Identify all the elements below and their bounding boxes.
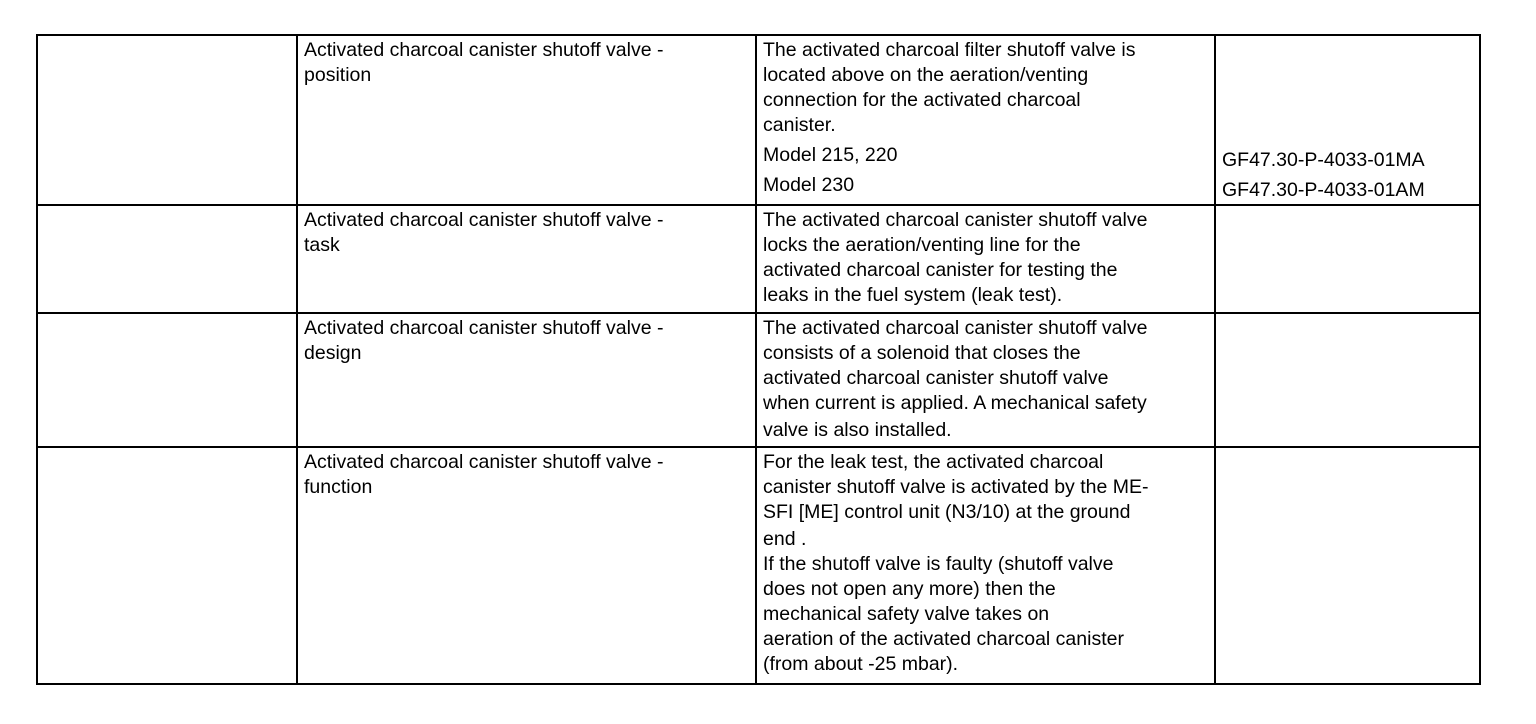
description-line: located above on the aeration/venting	[763, 64, 1089, 86]
topic-line: task	[304, 234, 340, 256]
topic-line: Activated charcoal canister shutoff valve -	[304, 451, 664, 473]
empty-cell	[37, 313, 297, 447]
description-line: (from about -25 mbar).	[763, 653, 959, 675]
topic-cell	[297, 35, 756, 205]
description-cell	[756, 313, 1215, 447]
table-row-design	[37, 313, 1480, 447]
description-line: consists of a solenoid that closes the	[763, 342, 1081, 364]
description-line: when current is applied. A mechanical safety	[763, 392, 1147, 414]
description-line: The activated charcoal filter shutoff valve is	[763, 39, 1136, 61]
description-line: valve is also installed.	[763, 419, 952, 441]
empty-cell	[37, 35, 297, 205]
description-cell	[756, 447, 1215, 684]
empty-cell	[37, 447, 297, 684]
topic-cell	[297, 205, 756, 313]
topic-line: design	[304, 342, 362, 364]
description-line: aeration of the activated charcoal canister	[763, 628, 1124, 650]
topic-cell	[297, 447, 756, 684]
description-line: If the shutoff valve is faulty (shutoff valve	[763, 553, 1114, 575]
model-line: Model 230	[763, 174, 855, 196]
description-line: activated charcoal canister shutoff valve	[763, 367, 1109, 389]
description-line: canister shutoff valve is activated by the ME-	[763, 476, 1149, 498]
description-line: SFI [ME] control unit (N3/10) at the ground	[763, 501, 1131, 523]
description-cell	[756, 35, 1215, 205]
reference-cell	[1215, 313, 1480, 447]
description-line: connection for the activated charcoal	[763, 89, 1081, 111]
description-line: For the leak test, the activated charcoal	[763, 451, 1104, 473]
description-line: end .	[763, 528, 807, 550]
topic-line: Activated charcoal canister shutoff valve -	[304, 209, 664, 231]
description-line: activated charcoal canister for testing the	[763, 259, 1118, 281]
topic-line: function	[304, 476, 373, 498]
empty-cell	[37, 205, 297, 313]
table-row-task	[37, 205, 1480, 313]
model-line: Model 215, 220	[763, 144, 898, 166]
table-row-position	[37, 35, 1480, 205]
description-line: canister.	[763, 114, 836, 136]
reference-cell	[1215, 447, 1480, 684]
reference-cell	[1215, 35, 1480, 205]
description-line: The activated charcoal canister shutoff valve	[763, 209, 1148, 231]
description-line: The activated charcoal canister shutoff valve	[763, 317, 1148, 339]
reference-link[interactable]: GF47.30-P-4033-01MA	[1222, 149, 1425, 171]
reference-link[interactable]: GF47.30-P-4033-01AM	[1222, 179, 1425, 201]
description-line: does not open any more) then the	[763, 578, 1056, 600]
description-line: locks the aeration/venting line for the	[763, 234, 1081, 256]
table-row-function	[37, 447, 1480, 684]
reference-cell	[1215, 205, 1480, 313]
description-line: leaks in the fuel system (leak test).	[763, 284, 1063, 306]
description-cell	[756, 205, 1215, 313]
topic-line: Activated charcoal canister shutoff valve -	[304, 39, 664, 61]
topic-cell	[297, 313, 756, 447]
topic-line: Activated charcoal canister shutoff valve -	[304, 317, 664, 339]
document-table	[36, 34, 1481, 685]
description-line: mechanical safety valve takes on	[763, 603, 1050, 625]
topic-line: position	[304, 64, 372, 86]
